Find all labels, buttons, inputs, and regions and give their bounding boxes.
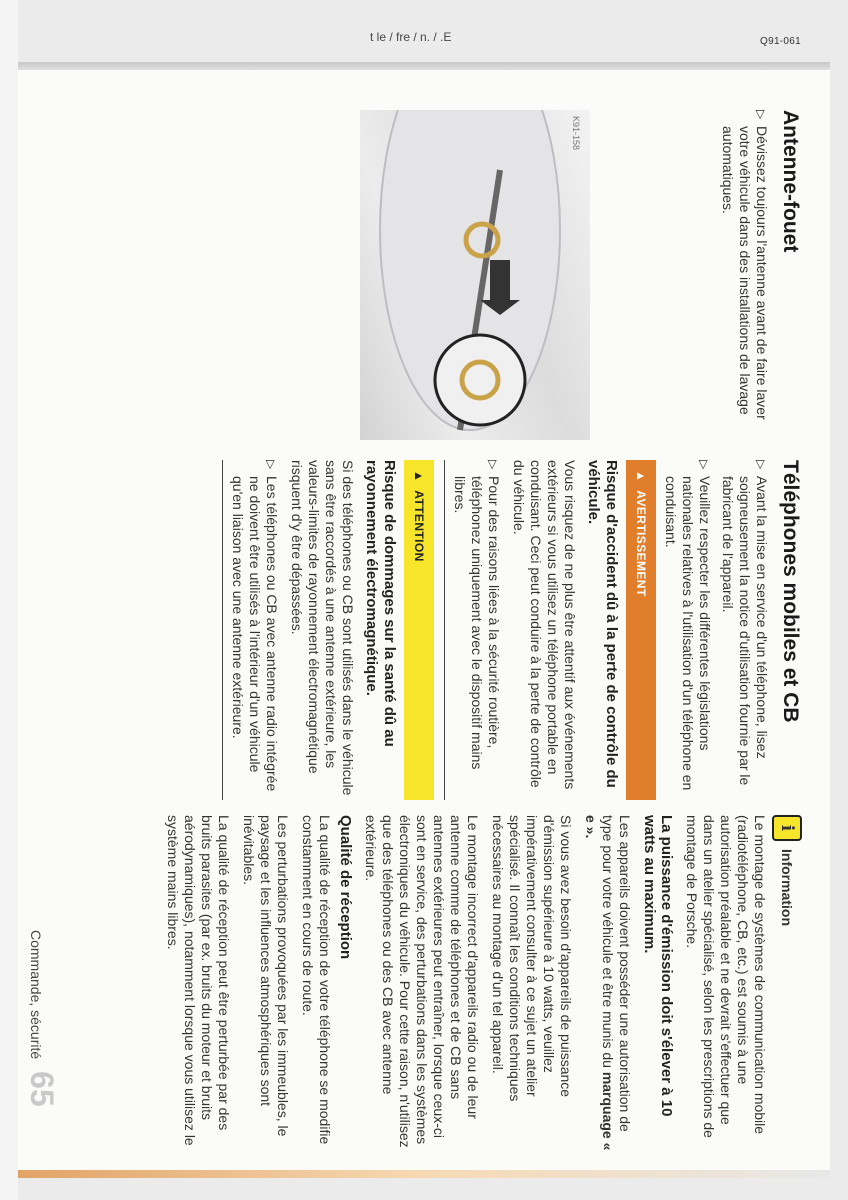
antenna-bullet-text: Dévissez toujours l'antenne avant de faire laver votre véhicule dans des installations de lavage automatiques.: [720, 126, 770, 420]
antenna-bullet: [719, 110, 770, 440]
info-paragraph-3: Si vous avez besoin d'appareils de puissance d'émission supérieure à 10 watts, veuillez impérativement consulter à ce sujet un atelier spécialisé. Il connaît les conditions techniques nécessaires au montage d'un tel appareil.: [490, 815, 574, 1102]
reception-paragraph-2: Les perturbations provoquées par les immeubles, le paysage et les influences atmosphériques sont inévitables.: [241, 815, 291, 1137]
information-header: [772, 815, 802, 1155]
caution-label: ATTENTION: [412, 490, 427, 562]
antenna-illustration: [360, 110, 590, 440]
warning-title: Risque d'accident dû à la perte de contrôle du véhicule.: [585, 460, 620, 788]
information-column: [156, 815, 802, 1155]
triangle-bullet-icon: ▷: [697, 460, 711, 470]
triangle-bullet-icon: ▷: [754, 460, 768, 470]
footer-section: Commande, sécurité: [28, 930, 44, 1060]
warning-bullet: ▷ Pour des raisons liées à la sécurité routière, téléphonez uniquement avec le dispositif mains libres.: [452, 460, 502, 770]
reception-title: Qualité de réception: [337, 815, 354, 960]
caution-title: Risque de dommages sur la santé dû au rayonnement électromagnétique.: [363, 460, 398, 747]
warning-label: AVERTISSEMENT: [634, 490, 649, 597]
caution-bullet: ▷ Les téléphones ou CB avec antenne radio intégrée ne doivent être utilisés à l'intérieur d'un véhicule qu'en liaison avec une antenne extérieure.: [230, 460, 280, 792]
phones-title: Téléphones mobiles et CB: [779, 460, 802, 723]
info-paragraph-2: Les appareils doivent posséder une autorisation de type pour votre véhicule et être munis du marquage « e ».: [583, 815, 633, 1151]
warning-header: [626, 460, 656, 800]
antenna-title: Antenne-fouet: [779, 110, 802, 253]
warning-text: Vous risquez de ne plus être attentif aux événements extérieurs si vous utilisez un téléphone portable en conduisant. Ceci peut conduire à la perte de contrôle du véhicule.: [511, 460, 578, 790]
information-label: Information: [779, 849, 796, 926]
info-paragraph-1: Le montage de systèmes de communication mobile (radiotéléphone, CB, etc.) est soumis à une autorisation préalable et ne devrait s'effectuer que dans un atelier spécialisé, selon les prescriptions de montage de Porsche.: [684, 815, 768, 1138]
info-bold-statement: La puissance d'émission doit s'élever à 10 watts au maximum.: [641, 815, 675, 1117]
facing-page-fragment: t le / fre / n. / .E: [370, 30, 452, 44]
triangle-bullet-icon: ▷: [754, 110, 768, 120]
reception-paragraph-3: La qualité de réception peut être perturbée par des bruits parasites (par ex. bruits du moteur et bruits aérodynamiques), notamment lorsque vous utilisez le système mains libres.: [165, 815, 232, 1146]
antenna-column: [713, 110, 802, 440]
phones-bullet-2: ▷ Veuillez respecter les différentes législations nationales relatives à l'utilisation d'un téléphone en conduisant.: [663, 460, 713, 791]
caution-text: Si des téléphones ou CB sont utilisés dans le véhicule sans être raccordés à une antenne extérieure, les valeurs-limites de rayonnement électromagnétique risquent d'y être dépassées.: [289, 460, 356, 796]
triangle-bullet-icon: ▷: [486, 460, 500, 470]
outer-margin: [0, 0, 18, 1200]
figure-reference: K91-158: [571, 116, 581, 151]
phones-bullet-1: ▷ Avant la mise en service d'un téléphone, lisez soigneusement la notice d'utilisation fournie par le fabricant de l'appareil.: [720, 460, 770, 786]
page-footer: [23, 930, 60, 1107]
section-divider: [222, 460, 223, 800]
warning-triangle-icon: ▲: [412, 470, 427, 483]
page-reference: Q91-061: [760, 36, 802, 47]
page-bottom-edge: [18, 1170, 830, 1178]
info-icon: i: [772, 815, 802, 841]
section-divider: [444, 460, 445, 800]
warning-triangle-icon: ▲: [634, 470, 649, 483]
caution-header: [404, 460, 434, 800]
antenna-photo: [360, 110, 590, 440]
page-number: 65: [24, 1071, 60, 1107]
reception-paragraph-1: La qualité de réception de votre téléphone se modifie constamment en cours de route.: [300, 815, 333, 1145]
phones-column: [212, 460, 802, 800]
triangle-bullet-icon: ▷: [264, 460, 278, 470]
rotated-content: [18, 70, 830, 1178]
manual-page: [18, 70, 830, 1178]
info-paragraph-4: Le montage incorrect d'appareils radio ou de leur antenne comme de téléphones et de CB sans antennes extérieures peut entraîner, lorsque ceux-ci sont en service, des perturbations dans les systèmes électroniques du véhicule. Pour cette raison, n'utilisez que des téléphones ou des CB avec antenne extérieure.: [363, 815, 481, 1148]
